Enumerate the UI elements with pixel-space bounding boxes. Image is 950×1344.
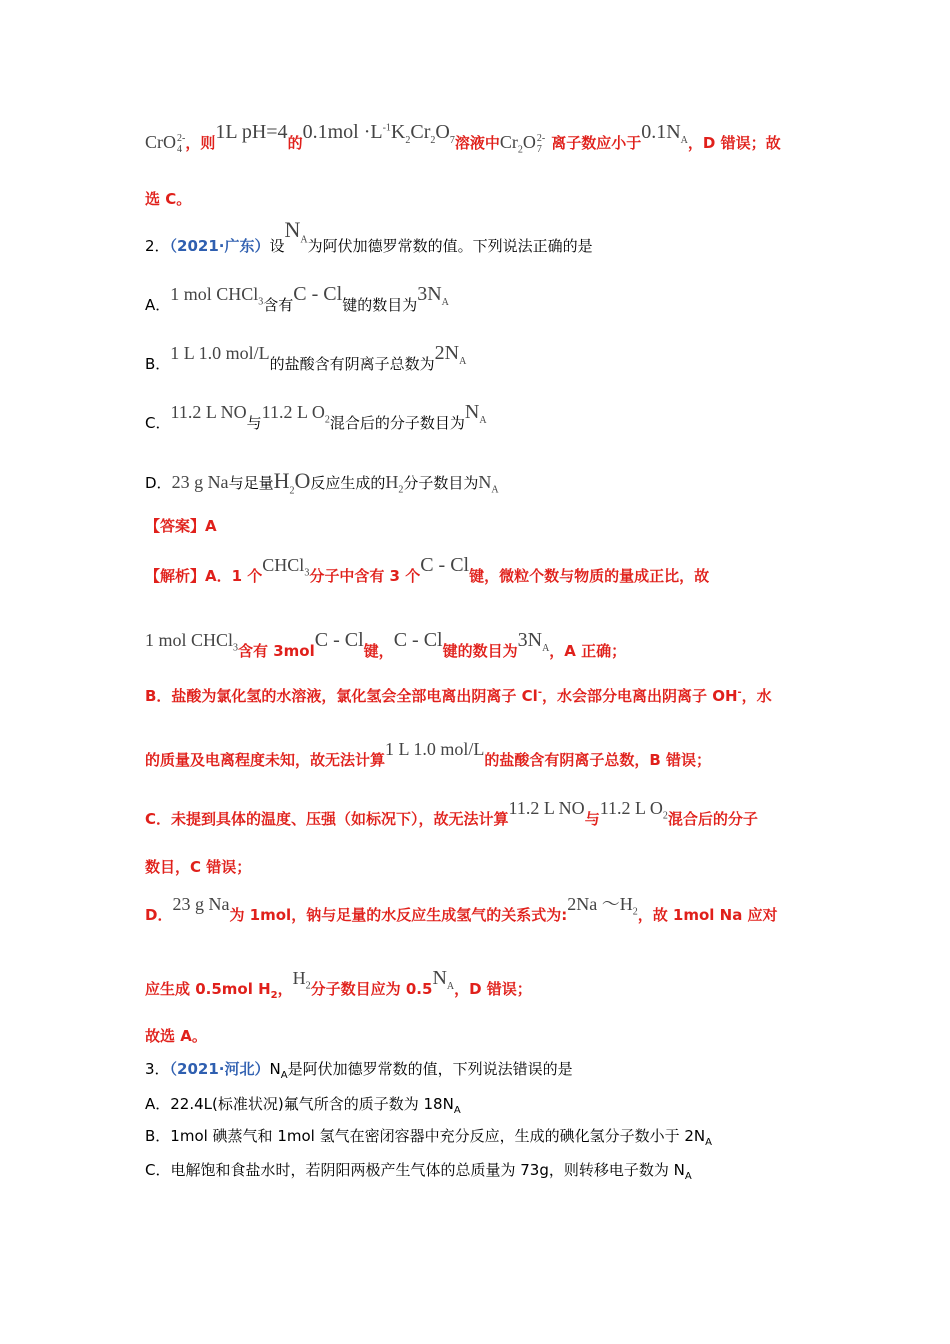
option-c	[145, 401, 487, 433]
text: 的	[287, 134, 303, 152]
answer: 【答案】A	[145, 517, 217, 535]
option-label: C．	[145, 414, 171, 432]
explanation-head: 【解析】	[145, 567, 206, 585]
formula: 11.2 L $O_2$	[261, 402, 330, 426]
explanation-line-1	[145, 121, 781, 156]
text: 溶液中	[454, 134, 500, 152]
explanation-a-2	[145, 629, 627, 661]
text: 分子数目为	[403, 474, 479, 492]
text: 与足量	[228, 474, 274, 492]
formula: 11.2 L $O_2$	[599, 798, 668, 822]
formula: C - Cl	[293, 283, 343, 305]
explanation-conclusion: 故选 A。	[145, 1027, 207, 1045]
explanation-b-2: 的质量及电离程度未知，故无法计算1 L 1.0 mol/L的盐酸含有阴离子总数，B 错误；	[145, 739, 712, 769]
question-stem: 为阿伏加德罗常数的值。下列说法正确的是	[307, 237, 593, 255]
option-label: A．	[145, 296, 171, 314]
formula: $N_A$	[478, 472, 499, 496]
formula: 1 L 1.0 mol/L	[385, 739, 485, 759]
option-d	[145, 468, 499, 497]
formula: $H_2$	[385, 472, 404, 496]
formula: 1 mol CHCl$_3$	[170, 284, 264, 308]
question-2	[145, 217, 593, 256]
formula-cr2o7: $Cr_2O$ 2- 7	[499, 132, 546, 156]
formula-na: $N_A$	[284, 217, 308, 246]
formula: C - Cl	[393, 629, 443, 651]
text: 设	[269, 237, 285, 255]
formula: 11.2 L NO	[508, 798, 585, 818]
q3-option-a: A．22.4L(标准状况)氟气所含的质子数为 $18N_A$	[145, 1095, 461, 1116]
option-b	[145, 342, 467, 374]
text: 含有	[263, 296, 294, 314]
text: ，A 正确；	[549, 642, 627, 660]
formula: 2Na $\sim H_2$	[567, 894, 638, 918]
text: 与	[246, 414, 262, 432]
formula: 23 g Na	[172, 894, 230, 914]
option-label: D．	[145, 474, 172, 492]
text: 混合后的分子数目为	[329, 414, 465, 432]
text: 键的数目为	[342, 296, 418, 314]
question-source: （2021·广东）	[169, 237, 270, 255]
formula: 11.2 L NO	[170, 402, 247, 422]
formula-cro4: CrO 2- 4	[145, 132, 186, 155]
question-3: 3．（2021·河北）$N_A$是阿伏加德罗常数的值，下列说法错误的是	[145, 1060, 573, 1081]
formula-h2o: $H_2O$	[273, 468, 311, 497]
text: 反应生成的	[310, 474, 386, 492]
formula: $N_A$	[464, 401, 487, 426]
text: 离子数应小于	[551, 134, 642, 152]
formula: CHCl$_3$	[262, 555, 310, 579]
formula: $3N_A$	[517, 629, 550, 654]
text: 键，	[363, 642, 394, 660]
explanation-line-2: 选 C。	[145, 190, 192, 208]
formula: C - Cl	[314, 629, 364, 651]
formula-volume-ph: 1L pH=4	[215, 121, 288, 143]
formula: $N_A$	[432, 967, 455, 992]
q3-option-b: B．1mol 碘蒸气和 1mol 氢气在密闭容器中充分反应，生成的碘化氢分子数小于 $2N_A$	[145, 1127, 712, 1148]
formula: $H_2$	[292, 968, 311, 992]
q3-option-c: C．电解饱和食盐水时，若阴阳两极产生气体的总质量为 73g，则转移电子数为 $N_A$	[145, 1161, 692, 1182]
formula: 1 L 1.0 mol/L	[170, 343, 270, 363]
text: 的盐酸含有阴离子总数为	[269, 355, 435, 373]
option-a	[145, 283, 449, 315]
formula: $2N_A$	[434, 342, 467, 367]
formula: C - Cl	[420, 554, 470, 576]
option-label: B．	[145, 355, 171, 373]
explanation-d-2: 应生成 0.5mol $H_2$，$H_2$分子数目应为 $0.5N_A$，D 错误；	[145, 967, 532, 1001]
text: ，D 错误；故	[687, 134, 781, 152]
explanation-c-1: C．未提到具体的温度、压强（如标况下），故无法计算11.2 L NO与11.2 L $O_2$混合后的分子	[145, 798, 758, 828]
explanation-d-1: D．23 g Na为 1mol，钠与足量的水反应生成氢气的关系式为:2Na $\sim H_2$，故 1mol Na 应对	[145, 894, 778, 924]
text: A．1 个	[205, 567, 263, 585]
explanation-b-1: B．盐酸为氯化氢的水溶液，氯化氢会全部电离出阴离子 Cl-，水会部分电离出阴离子 OH-，水	[145, 687, 772, 705]
question-number: 3．	[145, 1060, 170, 1078]
text: 含有 3mol	[238, 642, 315, 660]
text: ，则	[185, 134, 216, 152]
formula-k2cr2o7: $0.1mol \cdot L^{-1}K_2Cr_2O_7$	[302, 121, 455, 146]
question-source: （2021·河北）	[169, 1060, 270, 1078]
formula: 23 g Na	[171, 472, 229, 492]
explanation-a-1	[145, 554, 710, 586]
text: 键的数目为	[442, 642, 518, 660]
formula-0.1na: $0.1N_A$	[641, 121, 688, 146]
formula: 1 mol CHCl$_3$	[145, 630, 239, 654]
explanation-c-2: 数目，C 错误；	[145, 858, 252, 876]
question-number: 2．	[145, 237, 170, 255]
text: 键，微粒个数与物质的量成正比，故	[469, 567, 710, 585]
text: 分子中含有 3 个	[309, 567, 421, 585]
formula: $3N_A$	[417, 283, 449, 308]
